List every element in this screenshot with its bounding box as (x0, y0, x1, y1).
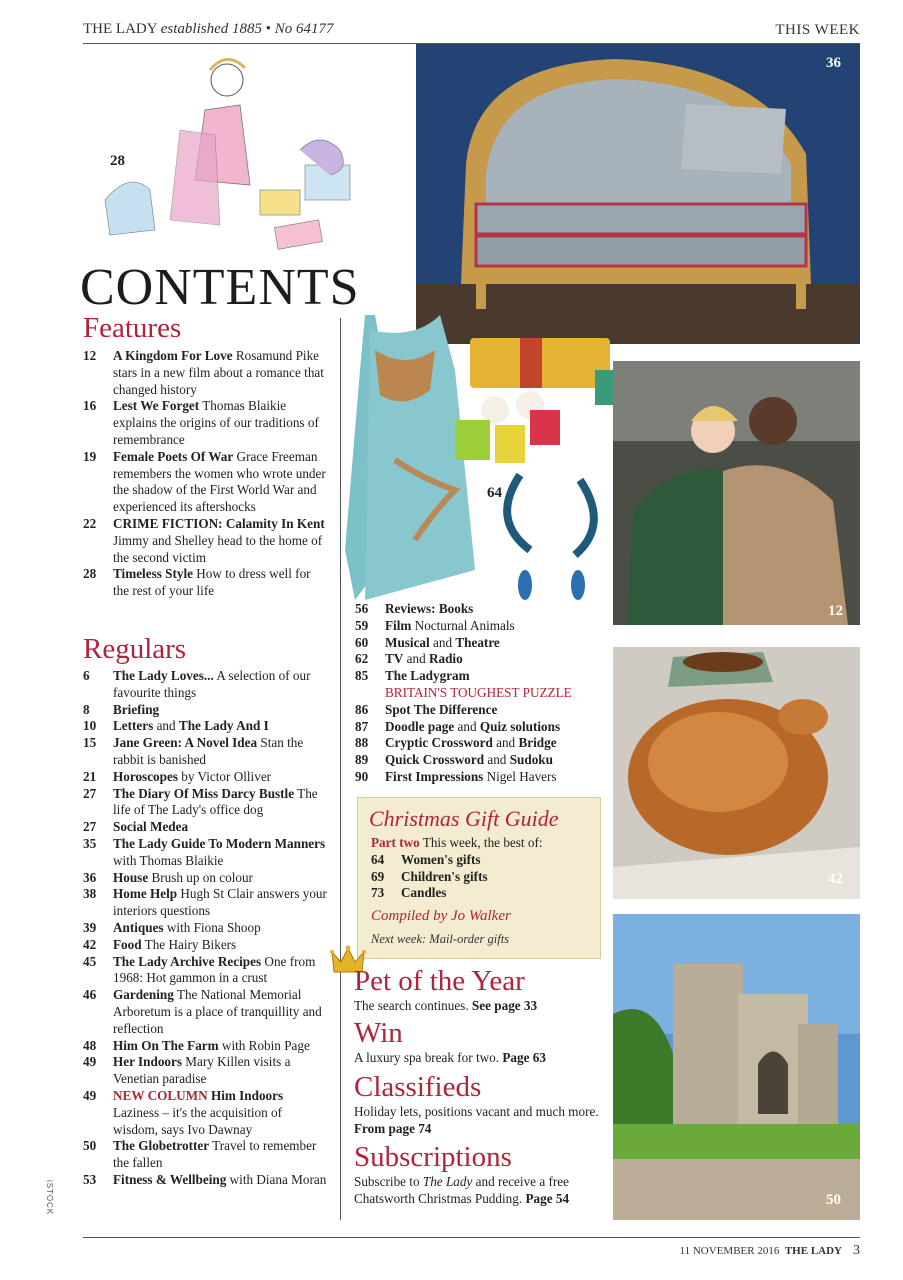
list-item-desc: Grace Freeman remembers the women who wrote under the shadow of the First World War and experienced its aftershocks (113, 448, 326, 515)
list-item-desc: Nocturnal Animals (414, 617, 515, 633)
list-item-desc: with Diana Moran (229, 1171, 327, 1187)
list-item-desc: One from 1968: Hot gammon in a crust (113, 953, 316, 986)
page-title: CONTENTS (80, 259, 360, 316)
list-item (83, 954, 328, 988)
list-item (355, 668, 610, 702)
list-item-title: Cryptic Crossword (385, 735, 493, 751)
column-divider (340, 318, 341, 1220)
promo-classifieds-text: Holiday lets, positions vacant and much more. (354, 1104, 599, 1119)
list-item-page: 59 (355, 617, 369, 633)
list-item-page: 8 (83, 701, 90, 717)
list-item-page: 12 (83, 348, 97, 363)
gift-guide-part: Part two (371, 835, 420, 850)
sofa-page-number: 36 (826, 55, 841, 71)
footer-rule (83, 1237, 860, 1238)
list-item-page: 27 (83, 785, 97, 801)
promo-subscriptions-text-b: and receive a free Chatsworth Christmas Pudding. (354, 1174, 569, 1206)
list-item-desc: and (457, 718, 477, 734)
list-item-title: Doodle page (385, 718, 455, 734)
list-item-text (113, 566, 328, 600)
footer-page-number: 3 (853, 1243, 860, 1258)
list-item-title: Him Indoors (210, 1087, 284, 1103)
list-item-text (385, 668, 610, 702)
gift-guide-item-page: 64 (371, 851, 385, 867)
list-item-text (113, 516, 328, 566)
list-item (355, 651, 610, 668)
list-item-page: 15 (83, 735, 97, 751)
gift-guide-item (371, 885, 596, 902)
list-item-page: 60 (355, 634, 369, 650)
list-item-page: 21 (83, 768, 97, 784)
list-item-text (113, 449, 328, 516)
list-item-text (113, 819, 328, 836)
list-item-title: The Diary Of Miss Darcy Bustle (113, 785, 295, 801)
list-item-title: Horoscopes (113, 768, 178, 784)
list-item (355, 752, 610, 769)
list-item-text (113, 668, 328, 702)
list-item-desc: The National Memorial Arboretum is a place of tranquillity and reflection (113, 987, 322, 1036)
list-item-title: The Lady Archive Recipes (113, 953, 262, 969)
list-item-desc: with Robin Page (221, 1037, 310, 1053)
list-item-title: First Impressions (385, 768, 484, 784)
gift-guide-item-label: Children's gifts (401, 868, 488, 884)
list-item-desc: Travel to remember the fallen (113, 1138, 317, 1171)
list-item-title: Her Indoors (113, 1054, 182, 1070)
promo-subscriptions-text-i: The Lady (422, 1174, 473, 1189)
list-item-desc: Thomas Blaikie explains the origins of our traditions of remembrance (113, 398, 319, 447)
list-item-page: 90 (355, 768, 369, 784)
list-item-title: Letters (113, 718, 154, 734)
castle-photo (613, 914, 860, 1220)
turkey-page-number: 42 (828, 871, 843, 887)
list-item-page: 19 (83, 448, 97, 464)
list-item-page: 62 (355, 651, 369, 667)
list-item-desc: Mary Killen visits a Venetian paradise (113, 1054, 291, 1087)
list-item-text (113, 987, 328, 1037)
list-item-text (113, 718, 328, 735)
gift-guide-title: Christmas Gift Guide (369, 806, 559, 831)
list-item (83, 786, 328, 820)
list-item-desc: Rosamund Pike stars in a new film about a romance that changed history (113, 348, 324, 397)
list-item-text (113, 886, 328, 920)
list-item-desc: Brush up on colour (151, 869, 253, 885)
list-item-title: Home Help (113, 886, 178, 902)
list-item (355, 769, 610, 786)
list-item-title2: Sudoku (509, 752, 553, 768)
masthead-established: established 1885 (160, 21, 263, 37)
list-item-text (113, 1038, 328, 1055)
promo-subscriptions-text-a: Subscribe to (354, 1174, 420, 1189)
list-item (83, 398, 328, 448)
list-item-page: 50 (83, 1138, 97, 1154)
list-item-title2: Radio (428, 651, 463, 667)
list-item (355, 735, 610, 752)
list-item (83, 836, 328, 870)
promo-classifieds (354, 1071, 606, 1137)
list-item-title: Briefing (113, 701, 160, 717)
masthead-issue: No 64177 (274, 21, 334, 37)
gifts-photo (345, 310, 613, 605)
list-item (83, 348, 328, 398)
gift-guide-intro: This week, the best of: (422, 835, 543, 850)
list-item-page: 49 (83, 1054, 97, 1070)
list-item-title: The Lady Guide To Modern Manners (113, 835, 326, 851)
promo-win-ref: Page 63 (502, 1050, 546, 1065)
list-item-title: Food (113, 936, 142, 952)
list-item-text (385, 719, 610, 736)
list-item-desc: Hugh St Clair answers your interiors questions (113, 886, 327, 919)
list-item-title: Female Poets Of War (113, 448, 234, 464)
promo-subscriptions (354, 1141, 606, 1207)
list-item-page: 38 (83, 886, 97, 902)
list-item-page: 89 (355, 752, 369, 768)
list-item-title: Him On The Farm (113, 1037, 219, 1053)
list-item-text (113, 836, 328, 870)
list-item-title: House (113, 869, 149, 885)
list-item (83, 769, 328, 786)
promo-classifieds-ref: From page 74 (354, 1120, 432, 1136)
list-item-page: 39 (83, 919, 97, 935)
list-item-page: 6 (83, 668, 90, 683)
list-item-page: 45 (83, 953, 97, 969)
footer-date: 11 NOVEMBER 2016 (679, 1245, 780, 1257)
list-item-page: 86 (355, 701, 369, 717)
list-item-text (385, 752, 610, 769)
list-item-page: 53 (83, 1171, 97, 1187)
section-label: THIS WEEK (775, 22, 860, 38)
list-item-sub: BRITAIN'S TOUGHEST PUZZLE (385, 684, 572, 700)
list-item (83, 668, 328, 702)
gift-guide-box (357, 797, 601, 959)
reviews-list (355, 601, 610, 786)
list-item-desc: and (156, 718, 176, 734)
list-item-title: Lest We Forget (113, 398, 200, 414)
list-item-title: The Ladygram (385, 668, 470, 684)
list-item-page: 56 (355, 601, 369, 616)
list-item (83, 1038, 328, 1055)
couple-page-number: 12 (828, 603, 843, 619)
list-item (355, 719, 610, 736)
list-item-title: A Kingdom For Love (113, 348, 233, 363)
list-item-page: 48 (83, 1037, 97, 1053)
list-item-desc: Jimmy and Shelley head to the home of the second victim (113, 532, 323, 565)
list-item-page: 27 (83, 819, 97, 835)
list-item-title: Quick Crossword (385, 752, 485, 768)
list-item-text (385, 702, 610, 719)
list-item-title2: Bridge (518, 735, 557, 751)
gift-guide-items (371, 852, 596, 902)
promo-pet (354, 965, 606, 1015)
list-item-title2: The Lady And I (178, 718, 269, 734)
list-item-text (385, 601, 610, 618)
list-item-page: 42 (83, 936, 97, 952)
gift-guide-next: Next week: Mail-order gifts (371, 932, 510, 946)
promo-pet-ref: See page 33 (471, 998, 538, 1013)
list-item-desc: The Hairy Bikers (144, 936, 237, 952)
list-item (83, 566, 328, 600)
footer (680, 1243, 860, 1259)
list-item (355, 601, 610, 618)
list-item-text (113, 769, 328, 786)
sofa-photo (416, 44, 860, 344)
list-item-page: 36 (83, 869, 97, 885)
list-item-page: 10 (83, 718, 97, 734)
gift-guide-compiled: Compiled by Jo Walker (371, 908, 511, 924)
list-item (83, 886, 328, 920)
list-item-desc: Nigel Havers (486, 768, 557, 784)
list-item (83, 1054, 328, 1088)
turkey-photo (613, 647, 860, 899)
list-item-title: The Globetrotter (113, 1138, 210, 1154)
promo-win-heading: Win (354, 1017, 403, 1049)
list-item-page: 87 (355, 718, 369, 734)
list-item (83, 819, 328, 836)
list-item-label: NEW COLUMN (113, 1087, 208, 1103)
list-item-text (113, 1172, 328, 1189)
list-item (83, 920, 328, 937)
list-item-page: 16 (83, 398, 97, 414)
list-item-page: 22 (83, 515, 97, 531)
gift-guide-item-page: 69 (371, 868, 385, 884)
list-item (355, 702, 610, 719)
gift-guide-item (371, 869, 596, 886)
promo-win (354, 1017, 606, 1067)
list-item-desc: and (433, 634, 453, 650)
list-item-page: 28 (83, 566, 97, 582)
castle-page-number: 50 (826, 1192, 841, 1208)
list-item-desc: Laziness – it's the acquisition of wisdom, says Ivo Dawnay (113, 1104, 283, 1137)
list-item-title: TV (385, 651, 404, 667)
list-item-text (113, 954, 328, 988)
list-item-desc: A selection of our favourite things (113, 668, 311, 700)
list-item (355, 618, 610, 635)
list-item (355, 635, 610, 652)
photo-credit: iSTOCK (45, 1180, 54, 1216)
list-item-text (385, 769, 610, 786)
masthead-brand: THE LADY (83, 21, 158, 37)
sketch-page-number: 28 (110, 153, 125, 169)
regulars-list (83, 668, 328, 1189)
promo-win-text: A luxury spa break for two. (354, 1050, 500, 1065)
list-item-text (385, 618, 610, 635)
list-item-desc: The life of The Lady's office dog (113, 785, 318, 818)
features-heading: Features (83, 312, 182, 344)
list-item (83, 702, 328, 719)
list-item-desc: by Victor Olliver (181, 768, 272, 784)
list-item-desc: and (487, 752, 507, 768)
list-item (83, 1172, 328, 1189)
list-item-title: Jane Green: A Novel Idea (113, 735, 258, 751)
list-item-text (113, 937, 328, 954)
regulars-heading: Regulars (83, 633, 187, 665)
list-item-page: 85 (355, 668, 369, 684)
list-item-text (113, 348, 328, 398)
promo-pet-heading: Pet of the Year (354, 965, 525, 997)
fashion-sketch-illustration (100, 50, 400, 255)
list-item (83, 718, 328, 735)
list-item (83, 937, 328, 954)
list-item-title: Timeless Style (113, 566, 193, 582)
list-item-desc: How to dress well for the rest of your life (113, 566, 311, 599)
list-item-title: Musical (385, 634, 430, 650)
gift-guide-item-label: Candles (401, 885, 447, 901)
list-item-desc: with Thomas Blaikie (113, 852, 224, 868)
list-item-page: 49 (83, 1087, 97, 1103)
couple-photo (613, 361, 860, 625)
list-item-text (113, 1088, 328, 1138)
list-item-desc: with Fiona Shoop (166, 919, 261, 935)
gift-guide-item-page: 73 (371, 885, 385, 901)
list-item-desc: and (406, 651, 426, 667)
list-item (83, 449, 328, 516)
list-item-text (113, 735, 328, 769)
list-item-page: 46 (83, 987, 97, 1003)
list-item-title: The Lady Loves... (113, 668, 214, 683)
list-item-title: Social Medea (113, 819, 189, 835)
footer-brand: THE LADY (784, 1245, 842, 1257)
list-item-page: 35 (83, 835, 97, 851)
gifts-page-number: 64 (487, 485, 502, 501)
promo-classifieds-heading: Classifieds (354, 1071, 482, 1103)
list-item (83, 516, 328, 566)
list-item-title: Antiques (113, 919, 164, 935)
list-item-desc: Stan the rabbit is banished (113, 735, 304, 767)
gift-guide-item (371, 852, 596, 869)
list-item-title2: Quiz solutions (479, 718, 561, 734)
gift-guide-content (371, 835, 596, 902)
list-item-text (113, 786, 328, 820)
list-item (83, 987, 328, 1037)
list-item-title: CRIME FICTION: Calamity In Kent (113, 515, 325, 531)
list-item-text (385, 735, 610, 752)
list-item-text (385, 651, 610, 668)
promo-pet-text: The search continues. (354, 998, 469, 1013)
promo-subscriptions-ref: Page 54 (525, 1190, 570, 1206)
list-item-text (113, 1054, 328, 1088)
list-item-text (113, 920, 328, 937)
list-item-title: Reviews: Books (385, 601, 474, 616)
features-list (83, 348, 328, 600)
list-item-title: Film (385, 617, 412, 633)
list-item-title: Gardening (113, 987, 174, 1003)
list-item-text (385, 635, 610, 652)
gift-guide-item-label: Women's gifts (401, 851, 481, 867)
masthead: THE LADY established 1885 • No 64177 (83, 21, 334, 37)
list-item-text (113, 870, 328, 887)
promo-subscriptions-heading: Subscriptions (354, 1141, 512, 1173)
list-item-title: Spot The Difference (385, 701, 498, 717)
list-item-text (113, 1138, 328, 1172)
list-item-page: 88 (355, 735, 369, 751)
list-item (83, 1088, 328, 1138)
list-item (83, 735, 328, 769)
list-item-desc: and (496, 735, 516, 751)
list-item-title: Fitness & Wellbeing (113, 1171, 227, 1187)
list-item (83, 1138, 328, 1172)
list-item-text (113, 702, 328, 719)
list-item (83, 870, 328, 887)
list-item-text (113, 398, 328, 448)
list-item-title2: Theatre (455, 634, 500, 650)
